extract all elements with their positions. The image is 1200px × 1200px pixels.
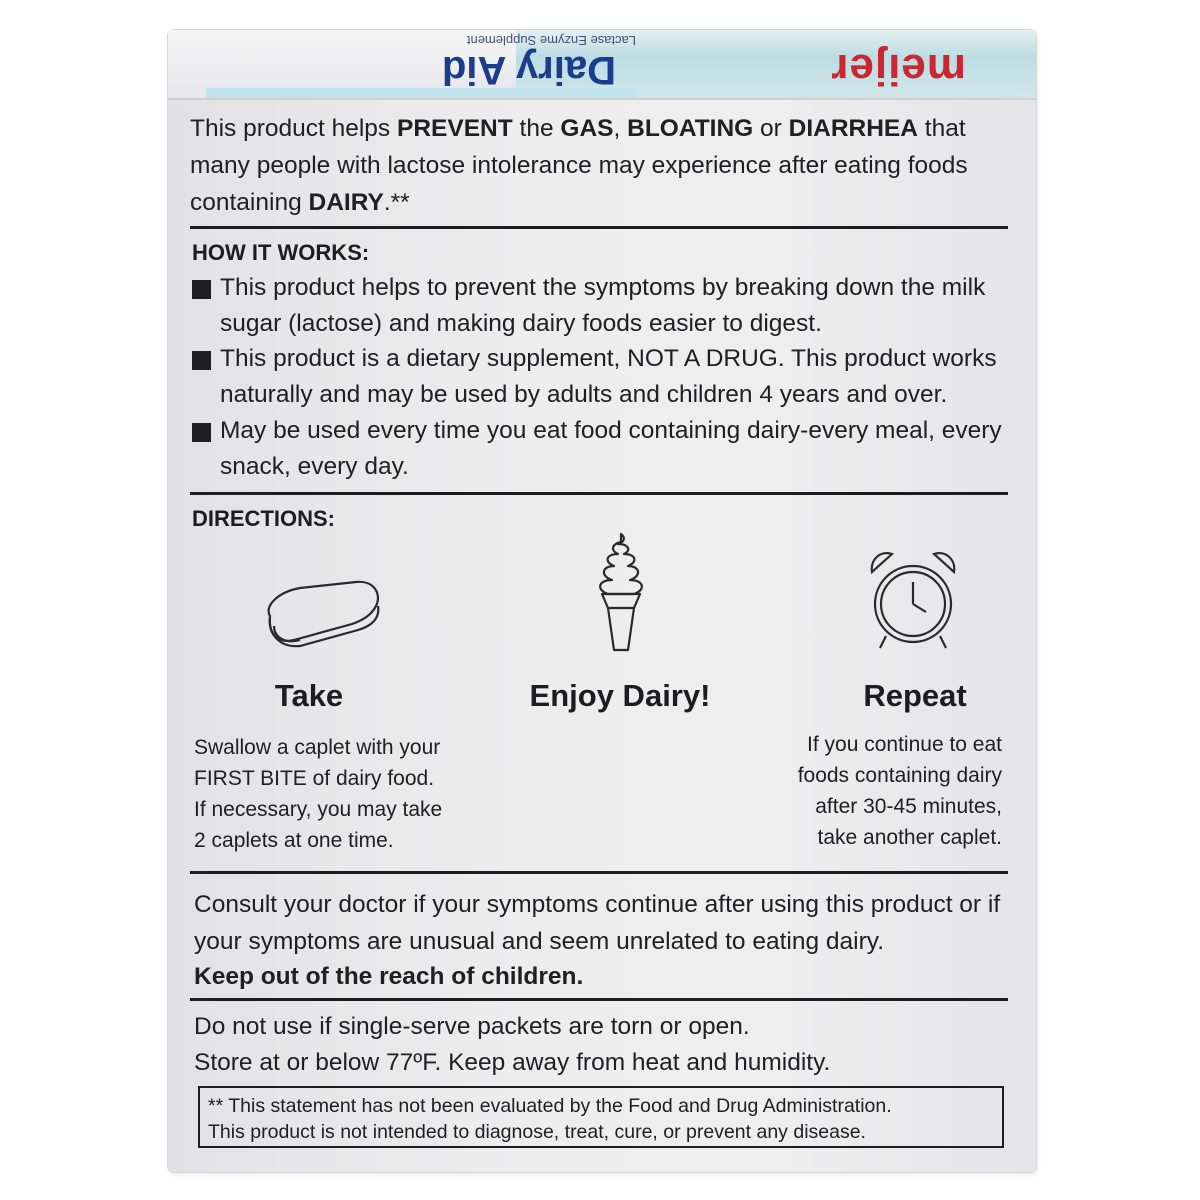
caplet-icon <box>260 578 384 656</box>
square-bullet-icon <box>192 423 211 442</box>
square-bullet-icon <box>192 351 211 370</box>
step-repeat-title: Repeat <box>863 678 967 713</box>
divider <box>190 998 1008 1001</box>
storage-line-2: Store at or below 77ºF. Keep away from heat and humidity. <box>194 1049 831 1076</box>
step-repeat-description: If you continue to eat foods containing dairy after 30-45 minutes, take another caplet. <box>797 733 1002 849</box>
intro-paragraph: This product helps PREVENT the GAS, BLOATING or DIARRHEA that many people with lactose intolerance may experience after eating foods containing DAIRY.** <box>190 115 968 216</box>
storage-line-1: Do not use if single-serve packets are torn or open. <box>194 1013 750 1040</box>
step-take-title: Take <box>274 678 344 713</box>
fda-disclaimer-box <box>198 1086 1004 1148</box>
flap-upside-down-print <box>168 30 1036 98</box>
flap-subtitle: Lactase Enzyme Supplement <box>466 33 636 48</box>
flap-product-name: Dairy Aid <box>441 48 616 92</box>
step-enjoy-title: Enjoy Dairy! <box>529 678 711 713</box>
how-it-works-heading: HOW IT WORKS: <box>192 240 370 265</box>
consult-doctor-text: Consult your doctor if your symptoms continue after using this product or if your symptoms are unusual and seem unrelated to eating dairy. <box>194 891 1001 955</box>
divider <box>190 871 1008 874</box>
directions-heading: DIRECTIONS: <box>192 506 335 531</box>
fda-disclaimer-text: ** This statement has not been evaluated by the Food and Drug Administration. This product is not intended to diagnose, treat, cure, or prevent any disease. <box>208 1095 892 1143</box>
ice-cream-cone-icon <box>594 532 648 656</box>
divider <box>190 492 1008 495</box>
step-take-description: Swallow a caplet with your FIRST BITE of dairy food. If necessary, you may take 2 caplets at one time. <box>194 736 443 852</box>
divider <box>190 226 1008 229</box>
alarm-clock-icon <box>864 548 962 652</box>
package-top-flap <box>168 30 1036 100</box>
flap-brand-logo: meijer <box>830 45 966 94</box>
square-bullet-icon <box>192 280 211 299</box>
keep-out-of-reach-text: Keep out of the reach of children. <box>194 963 584 990</box>
